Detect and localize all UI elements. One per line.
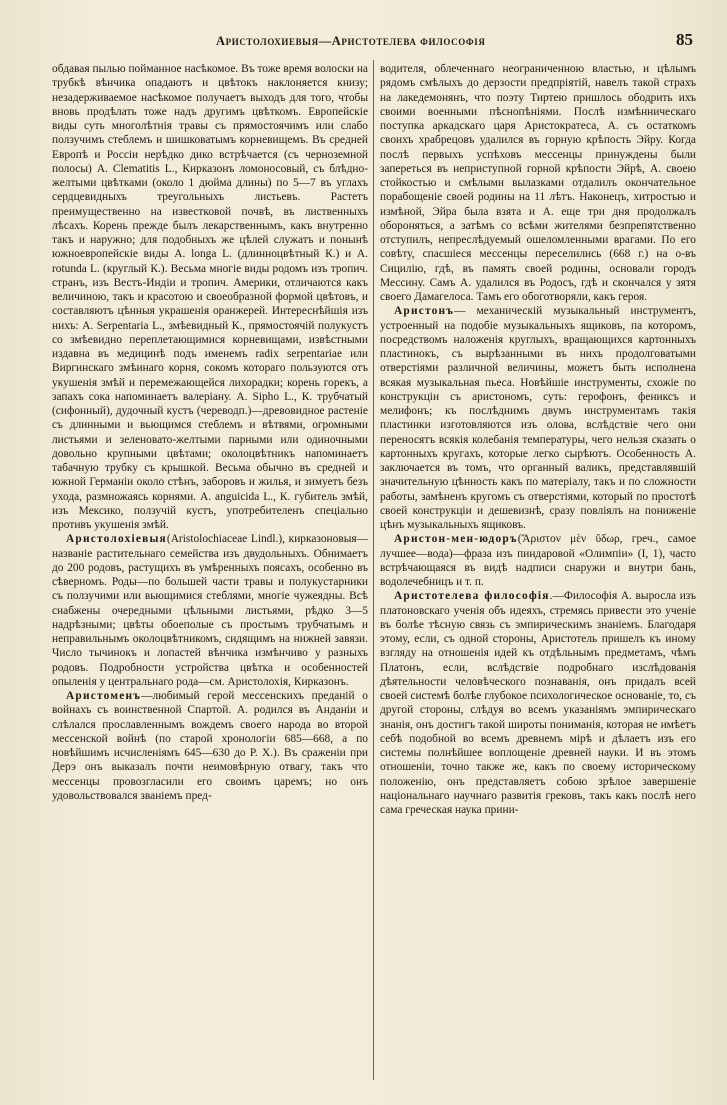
running-head: Аристолохиевыя—Аристотелева философія [216, 34, 486, 48]
article-headword: Аристотелева философія [394, 590, 550, 603]
right-column [380, 62, 696, 817]
article-ariston [380, 304, 696, 532]
article-ariston-men-hydor [380, 532, 696, 589]
page-number: 85 [676, 30, 693, 49]
article-aristolochiaceae [52, 532, 368, 689]
article-text: .—Философія А. выросла изъ платоновскаго ученія объ идеяхъ, стремясь привести это ученіе въ болѣе тѣсную связь съ эмпирическимъ знаніемъ. Благодаря этому, если, съ одной стороны, Аристотель пришелъ къ иному взгляду на отношенія идей къ отдѣльнымъ предметамъ, чѣмъ Платонъ, если, вслѣдствіе подробнаго изслѣдованія дѣятельности человѣческого познаванія, онъ придалъ всей своей системѣ болѣе глубокое психологическое основаніе, то, съ другой стороны, слѣдуя во всемъ указаніямъ эмпирическаго знанія, онъ достигъ такой широты пониманія, которая не имѣетъ себѣ подобной во всемъ древнемъ мірѣ и дѣлаетъ изъ его системы полнѣйшее воплощеніе древней науки. И въ этомъ отношеніи, точно также же, какъ по своему историческому положенію, онъ представляетъ собою зрѣлое завершеніе національнаго научнаго развитія грековъ, такъ какъ послѣ него сама греческая наука прини- [380, 590, 696, 816]
left-column [52, 62, 368, 803]
article-aristomenes [52, 689, 368, 803]
article-continuation [380, 62, 696, 304]
column-divider [373, 60, 374, 1080]
article-text: (Aristolochiaceae Lindl.), кирказоновыя—названіе растительнаго семейства изъ двудольныхъ. Обнимаетъ до 200 родовъ, растущихъ въ умѣренныхъ поясахъ, особенно въ сѣверномъ. Роды—по большей части травы и полукустарники съ ползучими или вьющимися стеблями, многіе чужеядны. Всѣ снабжены очередными цѣльными листьями, рѣдко 3—5 надрѣзными; цвѣты обоеполые съ простымъ трубчатымъ и неправильнымъ околоцвѣтникомъ, сидящимъ на нижней завязи. Число тычинокъ и лопастей вѣнчика измѣнчиво у разныхъ родовъ. Подробности устройства цвѣтка и особенностей опыленія у центральнаго рода—см. Аристолохія, Кирказонъ. [52, 533, 368, 688]
article-text: водителя, облеченнаго неограниченною властью, и цѣлымъ рядомъ смѣлыхъ до дерзости предпріятій, навелъ такой страхъ на лакедемонянъ, что поэту Тиртею пришлось ободрить ихъ своими военными пѣснопѣніями. Послѣ измѣнническаго поступка аркадскаго царя Аристократеса, А. съ остаткомъ своихъ храбрецовъ удалился въ горную крѣпость Эйру. Когда послѣ первыхъ успѣховъ мессенцы принуждены были запереться въ неприступной горной крѣпости Эйрѣ, А. своею стойкостью и смѣлыми вылазками отдалилъ окончательное порабощеніе своей родины на 11 лѣтъ. Наконецъ, хитростью и измѣной, Эйра была взята и А. еще три дня продолжалъ обороняться, а затѣмъ со всѣми жителями безпрепятственно отступилъ, непреслѣдуемый ошеломленными врагами. По его совѣту, спасшіеся мессенцы переселились (668 г.) на о-въ Сицилію, гдѣ, въ память своей родины, основали городъ Мессину. Самъ А. удалился въ Родосъ, гдѣ и скончался у зятя своего Дамагелоса. Тамъ его обоготворяли, какъ героя. [380, 63, 696, 303]
article-text: — механическій музыкальный инструментъ, устроенный на подобіе музыкальныхъ ящиковъ, па которомъ, посредствомъ наложенія круглыхъ, вращающихся картонныхъ пластинокъ, съ вырѣзанными въ нихъ продолговатыми отверстіями различной величины, можетъ быть исполнена всякая музыкальная пьеса. Новѣйшіе инструменты, схожіе по конструкціи съ аристономъ, суть: герофонъ, фениксъ и мелифонъ; къ послѣднимъ двумъ инструментамъ такія пластинки изготовляются изъ олова, вслѣдствіе чего они переносятъ всякія колебанія температуры, чего нельзя сказать о картонныхъ кругахъ, которые легко сырѣютъ. Особенность А. заключается въ томъ, что органный валикъ, представлявшій значительную цѣнность какъ по матеріалу, такъ и по сложности работы, замѣненъ кругомъ съ отверстіями, который по простотѣ своей конструкціи и дешевизнѣ, сразу повліялъ на пониженіе цѣнъ музыкальныхъ ящиковъ. [380, 305, 696, 531]
article-text: (Ἄριστον μὲν ὕδωρ, греч., самое лучшее—вода)—фраза изъ пиндаровой «Олимпіи» (I, 1), часто встрѣчающаяся въ видѣ надписи снаружи и внутри бань, водолечебницъ и т. п. [380, 533, 696, 588]
article-text: —любимый герой мессенскихъ преданій о войнахъ съ воинственной Спартой. А. родился въ Анданіи и слѣлался прославленнымъ вождемъ своего народа во второй мессенской войнѣ (по старой хронологіи 685—668, а по новѣйшимъ исчисленіямъ 645—630 до Р. Х.). Въ сраженіи при Дерэ онъ выказалъ почти неимовѣрную отвагу, такъ что мессенцы провозгласили его своимъ царемъ; но онъ удовольствовался званіемъ пред- [52, 690, 368, 802]
page-header [52, 30, 695, 52]
article-headword: Аристон-мен-юдоръ [394, 533, 518, 546]
article-headword: Аристоменъ [66, 690, 142, 702]
article-aristotelian-philosophy [380, 589, 696, 817]
article-continuation [52, 62, 368, 532]
article-headword: Аристонъ [394, 305, 455, 318]
article-text: обдавая пылью пойманное насѣкомое. Въ тоже время волоски на трубкѣ вѣнчика опадаютъ и цвѣтокъ наклоняется книзу; незадерживаемое насѣкомое получаетъ выходъ для того, чтобы вновь продѣлать тоже надъ другимъ цвѣткомъ. Европейскіе виды суть многолѣтнія травы съ прямостоячимъ или слабо ползучимъ стеблемъ и шишковатымъ корневищемъ. Въ средней Европѣ и Россіи нерѣдко дико встрѣчается (съ черноземной полосы) A. Clematitis L., Кирказонъ ломоносовый, съ блѣдно-желтыми цвѣтками (около 1 дюйма длины) по 5—7 въ углахъ сердцевидныхъ треугольныхъ листьевъ. Растетъ преимущественно на известковой почвѣ, въ лиственныхъ лѣсахъ. Корень прежде былъ лекарственнымъ, какъ внутренно такъ и наружно; для подобныхъ же цѣлей служатъ и понынѣ южноевропейскіе виды A. longa L. (длинноцвѣтный К.) и A. rotunda L. (круглый К.). Весьма многіе виды родомъ изъ тропич. странъ, изъ Вестъ-Индіи и тропич. Америки, отличаются какъ величиною, такъ и красотою и своеобразной формой цвѣтовъ, и составляютъ цѣнныя украшенія оранжерей. Интереснѣйшія изъ нихъ: A. Serpentaria L., змѣевидный К., прямостоячій полукустъ со змѣевидно переплетающимися корневищами, извѣстными издавна въ медицинѣ подъ именемъ radix serpentariae или Виргинскаго змѣинаго корня, сокомъ котораго пользуются отъ укушенія змѣй и перемежающейся лихорадки; корень горекъ, а запахъ сока напоминаетъ валеріану. A. Sipho L., К. трубчатый (сифонный), дудочный кустъ (череводп.)—древовидное растеніе съ длинными и вьющимся стеблемъ и вѣтвями, огромными листьями и зеленовато-желтыми парными или одиночными довольно крупными цвѣтами; околоцвѣтникъ напоминаетъ табачную трубку съ крышкой. Весьма обычно въ средней и южной Германіи около стѣнъ, заборовъ и жилья, и зимуетъ безъ ухода, размножаясь корнями. A. anguicida L., К. губитель змѣй, изъ Мексико, ползучій кустъ, употребителенъ спеціально противъ укушенія змѣй. [52, 63, 368, 531]
article-headword: Аристолохіевыя [66, 533, 167, 546]
